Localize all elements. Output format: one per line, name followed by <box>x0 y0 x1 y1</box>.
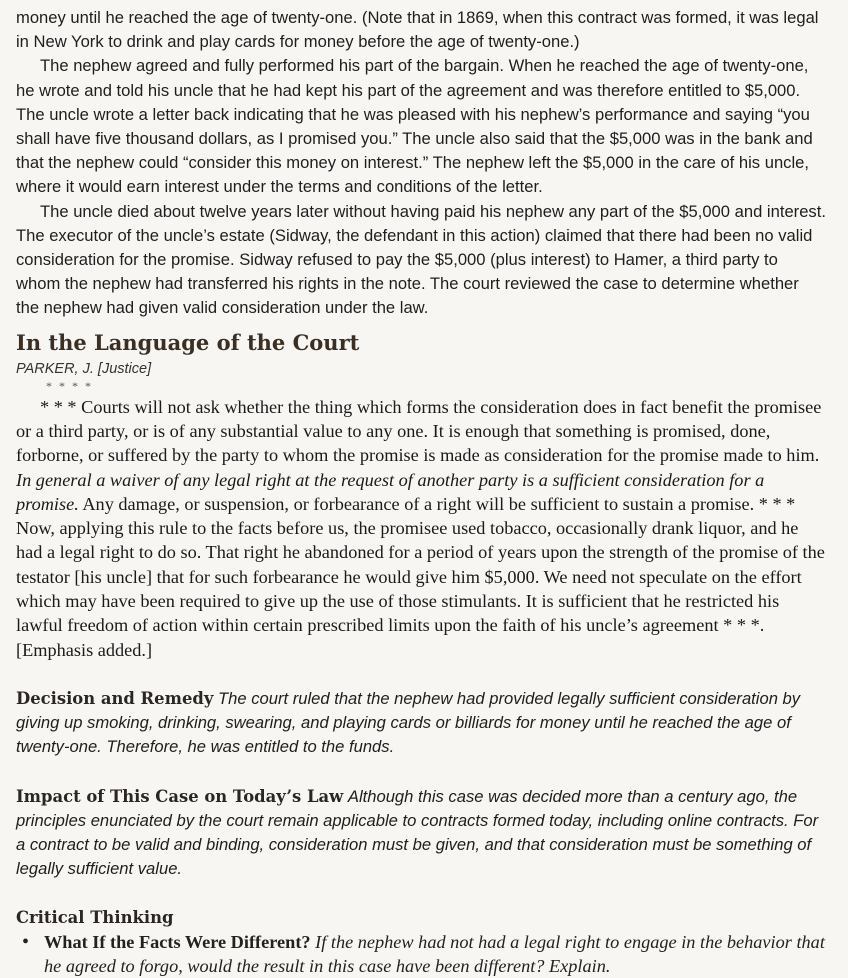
court-quote <box>16 395 826 662</box>
ellipsis-stars: * * * * <box>46 378 93 393</box>
decision-text: The court ruled that the nephew had provided legally sufficient consideration by giving up smoking, drinking, swearing, and playing cards or billiards for money until he reached the age of twenty-one. Therefore, he was entitled to the funds. <box>16 688 801 757</box>
intro-paragraph-1: money until he reached the age of twenty-one. (Note that in 1869, when this contract was formed, it was legal in New York to drink and play cards for money before the age of twenty-one.) <box>16 8 819 52</box>
quote-emphasis: In general a waiver of any legal right at the request of another party is a sufficient consideration for a promise. <box>16 469 765 514</box>
impact-text: Although this case was decided more than a century ago, the principles enunciated by the court remain applicable to contracts formed today, including online contracts. For a contract to be valid and binding, consideration must be given, and that consideration must be something of legally sufficient value. <box>16 786 819 879</box>
question-label: What If the Facts Were Different? <box>44 932 311 953</box>
critical-thinking-title: Critical Thinking <box>16 908 174 928</box>
critical-question <box>22 930 826 978</box>
impact-label: Impact of This Case on Today’s Law <box>16 786 344 806</box>
intro-paragraph-2: The nephew agreed and fully performed his part of the bargain. When he reached the age of twenty-one, he wrote and told his uncle that he had kept his part of the agreement and was therefore entitled to $5,000. The uncle wrote a letter back indicating that he was pleased with his nephew’s performance and saying “you shall have five thousand dollars, as I promised you.” The uncle also said that the $5,000 was in the bank and that the nephew could “consider this money on interest.” The nephew left the $5,000 in the care of his uncle, where it would earn interest under the terms and conditions of the letter. <box>16 56 813 197</box>
court-section-heading: In the Language of the Court <box>16 329 360 355</box>
impact-section <box>16 785 826 882</box>
quote-part-1: * * * Courts will not ask whether the thing which forms the consideration does in fact benefit the promisee or a third party, or is of any substantial value to any one. It is enough that something is promised, done, forborne, or suffered by the party to whom the promise is made as consideration for the promise made to him. <box>16 396 822 466</box>
intro-paragraph-3: The uncle died about twelve years later without having paid his nephew any part of the $5,000 and interest. The executor of the uncle’s estate (Sidway, the defendant in this action) claimed that there had been no valid consideration for the promise. Sidway refused to pay the $5,000 (plus interest) to Hamer, a third party to whom the nephew had transferred his rights in the note. The court reviewed the case to determine whether the nephew had given valid consideration under the law. <box>16 201 826 318</box>
decision-label: Decision and Remedy <box>16 688 214 708</box>
question-text: If the nephew had not had a legal right to engage in the behavior that he agreed to forgo, would the result in this case have been different? Explain. <box>44 932 825 977</box>
decision-remedy <box>16 687 826 760</box>
critical-thinking <box>16 906 826 978</box>
justice-byline: PARKER, J. [Justice] <box>16 360 152 377</box>
question-body <box>44 930 826 978</box>
quote-part-2: Any damage, or suspension, or forbearance of a right will be sufficient to sustain a promise. * * * Now, applying this rule to the facts before us, the promisee used tobacco, occasionally drank liquor, and he had a legal right to do so. That right he abandoned for a period of years upon the strength of the promise of the testator [his uncle] that for such forbearance he would give him $5,000. We need not speculate on the effort which may have been required to give up the use of those stimulants. It is sufficient that he restricted his lawful freedom of action within certain prescribed limits upon the faith of his uncle’s agreement * * *. [Emphasis added.] <box>16 493 825 660</box>
bullet-icon: • <box>22 931 30 954</box>
